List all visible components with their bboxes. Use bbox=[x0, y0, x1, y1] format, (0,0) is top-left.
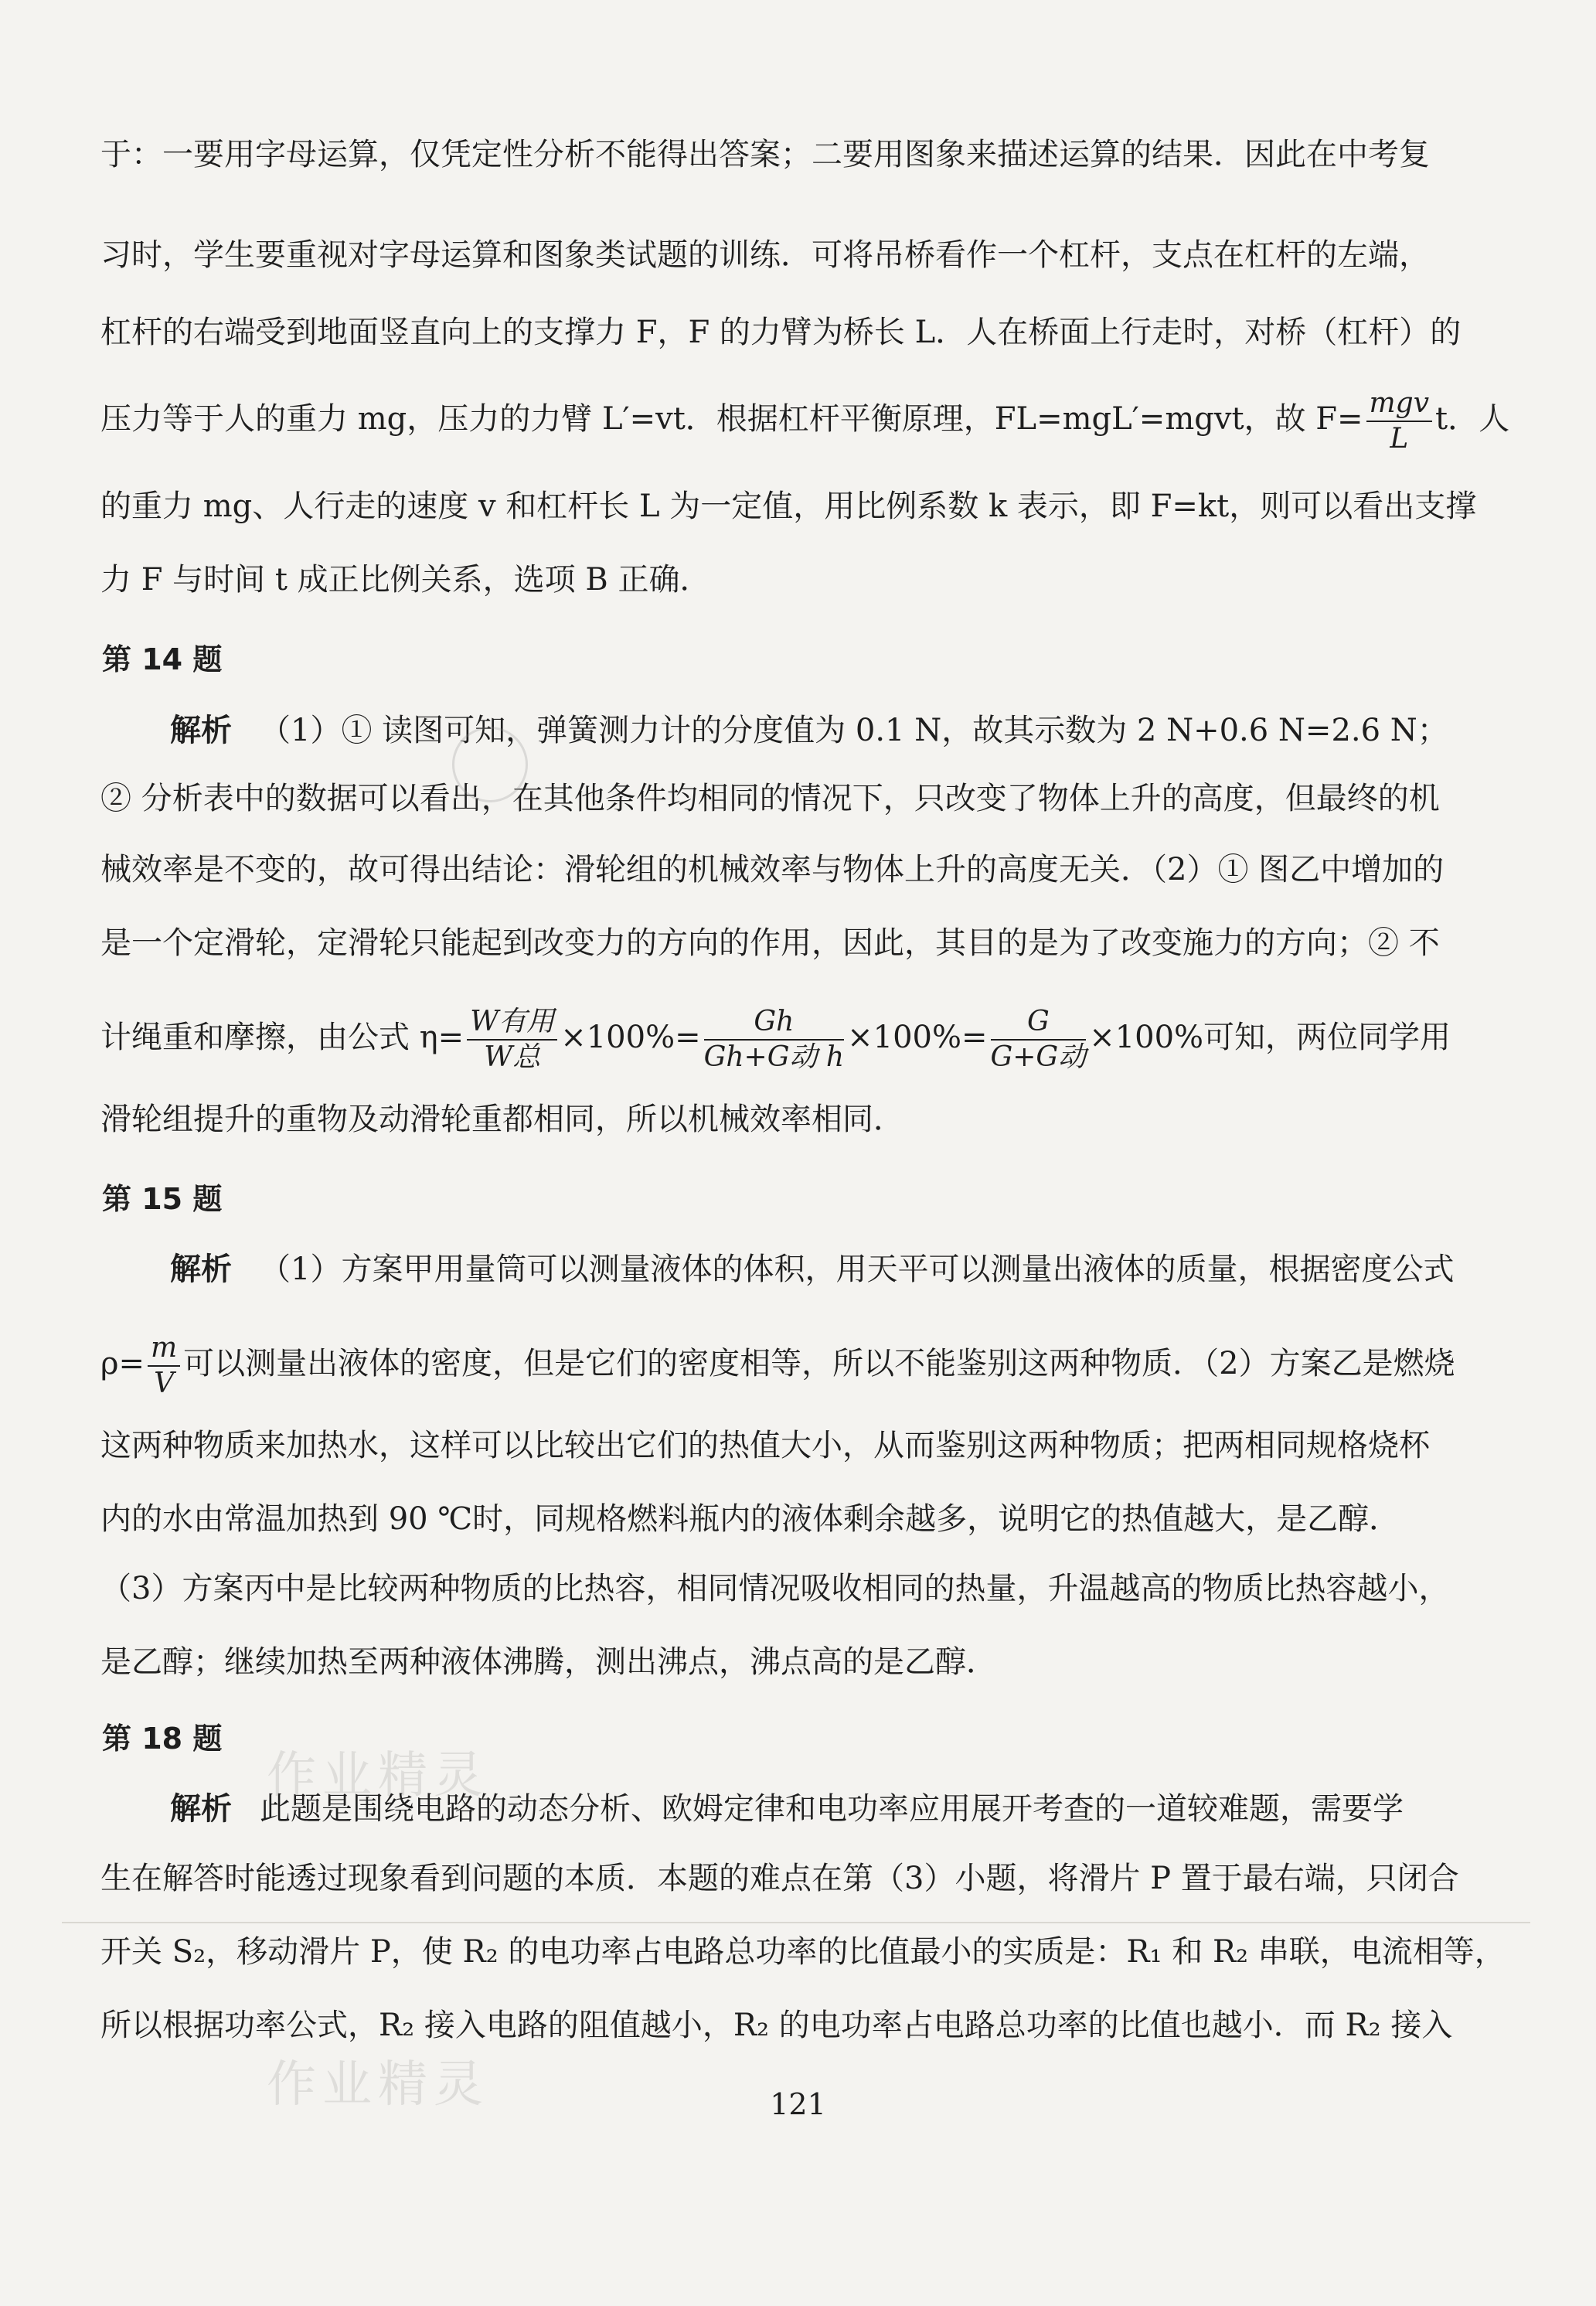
analysis-label: 解析 bbox=[170, 1252, 232, 1287]
divider bbox=[62, 1922, 1530, 1923]
watermark-text: 作业精灵 bbox=[267, 2056, 489, 2114]
text-line: 习时，学生要重视对字母运算和图象类试题的训练．可将吊桥看作一个杠杆，支点在杠杆的左端， bbox=[100, 237, 1430, 273]
fraction-denominator: V bbox=[154, 1368, 175, 1399]
text-line bbox=[100, 707, 1499, 754]
section-heading-q14: 第 14 题 bbox=[102, 642, 223, 676]
fraction-denominator: W总 bbox=[484, 1041, 541, 1073]
fraction-denominator: Gh+G动 h bbox=[703, 1041, 845, 1073]
watermark-text: 作业精灵 bbox=[267, 1747, 489, 1804]
text-line: 的重力 mg、人行走的速度 v 和杠杆长 L 为一定值，用比例系数 k 表示，即 F=kt，则可以看出支撑 bbox=[100, 489, 1477, 524]
text-segment: 压力等于人的重力 mg，压力的力臂 L′=vt．根据杠杆平衡原理，FL=mgL′=mgvt，故 F= bbox=[100, 401, 1363, 437]
text-segment: （1）方案甲用量筒可以测量液体的体积，用天平可以测量出液体的质量，根据密度公式 bbox=[260, 1252, 1455, 1287]
text-segment: 可以测量出液体的密度，但是它们的密度相等，所以不能鉴别这两种物质．（2）方案乙是燃烧 bbox=[183, 1346, 1455, 1381]
text-line bbox=[100, 1246, 1499, 1293]
text-line: 杠杆的右端受到地面竖直向上的支撑力 F，F 的力臂为桥长 L．人在桥面上行走时，对桥（杠杆）的 bbox=[100, 315, 1462, 350]
text-line: 是一个定滑轮，定滑轮只能起到改变力的方向的作用，因此，其目的是为了改变施力的方向；② 不 bbox=[100, 925, 1440, 961]
fraction bbox=[1366, 387, 1433, 456]
fraction bbox=[148, 1331, 180, 1401]
fraction-denominator: G+G动 bbox=[990, 1041, 1087, 1073]
fraction bbox=[704, 1005, 845, 1075]
text-line: 这两种物质来加热水，这样可以比较出它们的热值大小，从而鉴别这两种物质；把两相同规格烧杯 bbox=[100, 1428, 1430, 1463]
fraction-denominator: L bbox=[1390, 423, 1409, 455]
text-line: ② 分析表中的数据可以看出，在其他条件均相同的情况下，只改变了物体上升的高度，但最终的机 bbox=[100, 781, 1440, 816]
text-line: 械效率是不变的，故可得出结论：滑轮组的机械效率与物体上升的高度无关．（2）① 图乙中增加的 bbox=[100, 852, 1445, 887]
section-heading-q18: 第 18 题 bbox=[102, 1722, 223, 1756]
text-segment: t．人 bbox=[1435, 401, 1510, 437]
fraction-numerator: W有用 bbox=[467, 1005, 557, 1041]
text-line: 生在解答时能透过现象看到问题的本质．本题的难点在第（3）小题，将滑片 P 置于最右端，只闭合 bbox=[100, 1861, 1459, 1896]
text-segment: 此题是围绕电路的动态分析、欧姆定律和电功率应用展开考查的一道较难题，需要学 bbox=[260, 1791, 1404, 1827]
text-segment: 计绳重和摩擦，由公式 η= bbox=[100, 1020, 465, 1055]
fraction-numerator: G bbox=[991, 1005, 1087, 1041]
text-segment: ×100%可知，两位同学用 bbox=[1089, 1020, 1451, 1055]
fraction-numerator: m bbox=[148, 1331, 180, 1367]
text-line: 是乙醇；继续加热至两种液体沸腾，测出沸点，沸点高的是乙醇． bbox=[100, 1644, 997, 1680]
text-line-with-formula bbox=[100, 387, 1510, 456]
text-segment: （1）① 读图可知，弹簧测力计的分度值为 0.1 N，故其示数为 2 N+0.6 N=2.6 N； bbox=[260, 713, 1448, 748]
text-line: 滑轮组提升的重物及动滑轮重都相同，所以机械效率相同． bbox=[100, 1102, 904, 1137]
text-line: 所以根据功率公式，R₂ 接入电路的阻值越小，R₂ 的电功率占电路总功率的比值也越小．而 R₂ 接入 bbox=[100, 2008, 1453, 2043]
fraction bbox=[991, 1005, 1087, 1075]
text-segment: ×100%= bbox=[847, 1020, 988, 1055]
fraction-numerator: mgv bbox=[1366, 387, 1433, 422]
analysis-label: 解析 bbox=[170, 1791, 232, 1827]
text-segment: ρ= bbox=[100, 1346, 145, 1381]
watermark-seal bbox=[452, 727, 528, 802]
page-number: 121 bbox=[770, 2087, 826, 2121]
text-line-with-formula bbox=[100, 1005, 1499, 1075]
text-line: 内的水由常温加热到 90 ℃时，同规格燃料瓶内的液体剩余越多，说明它的热值越大，是乙醇． bbox=[100, 1501, 1400, 1537]
analysis-label: 解析 bbox=[170, 713, 232, 748]
text-line: 于：一要用字母运算，仅凭定性分析不能得出答案；二要用图象来描述运算的结果．因此在中考复 bbox=[100, 137, 1430, 172]
fraction bbox=[467, 1005, 557, 1075]
text-line: 力 F 与时间 t 成正比例关系，选项 B 正确． bbox=[100, 562, 711, 598]
text-line: 开关 S₂，移动滑片 P，使 R₂ 的电功率占电路总功率的比值最小的实质是：R₁ 和 R₂ 串联，电流相等， bbox=[100, 1934, 1506, 1970]
text-line: （3）方案丙中是比较两种物质的比热容，相同情况吸收相同的热量，升温越高的物质比热容越小， bbox=[100, 1571, 1450, 1606]
section-heading-q15: 第 15 题 bbox=[102, 1182, 223, 1216]
text-line-with-formula bbox=[100, 1331, 1499, 1401]
fraction-numerator: Gh bbox=[704, 1005, 845, 1041]
text-segment: ×100%= bbox=[560, 1020, 701, 1055]
